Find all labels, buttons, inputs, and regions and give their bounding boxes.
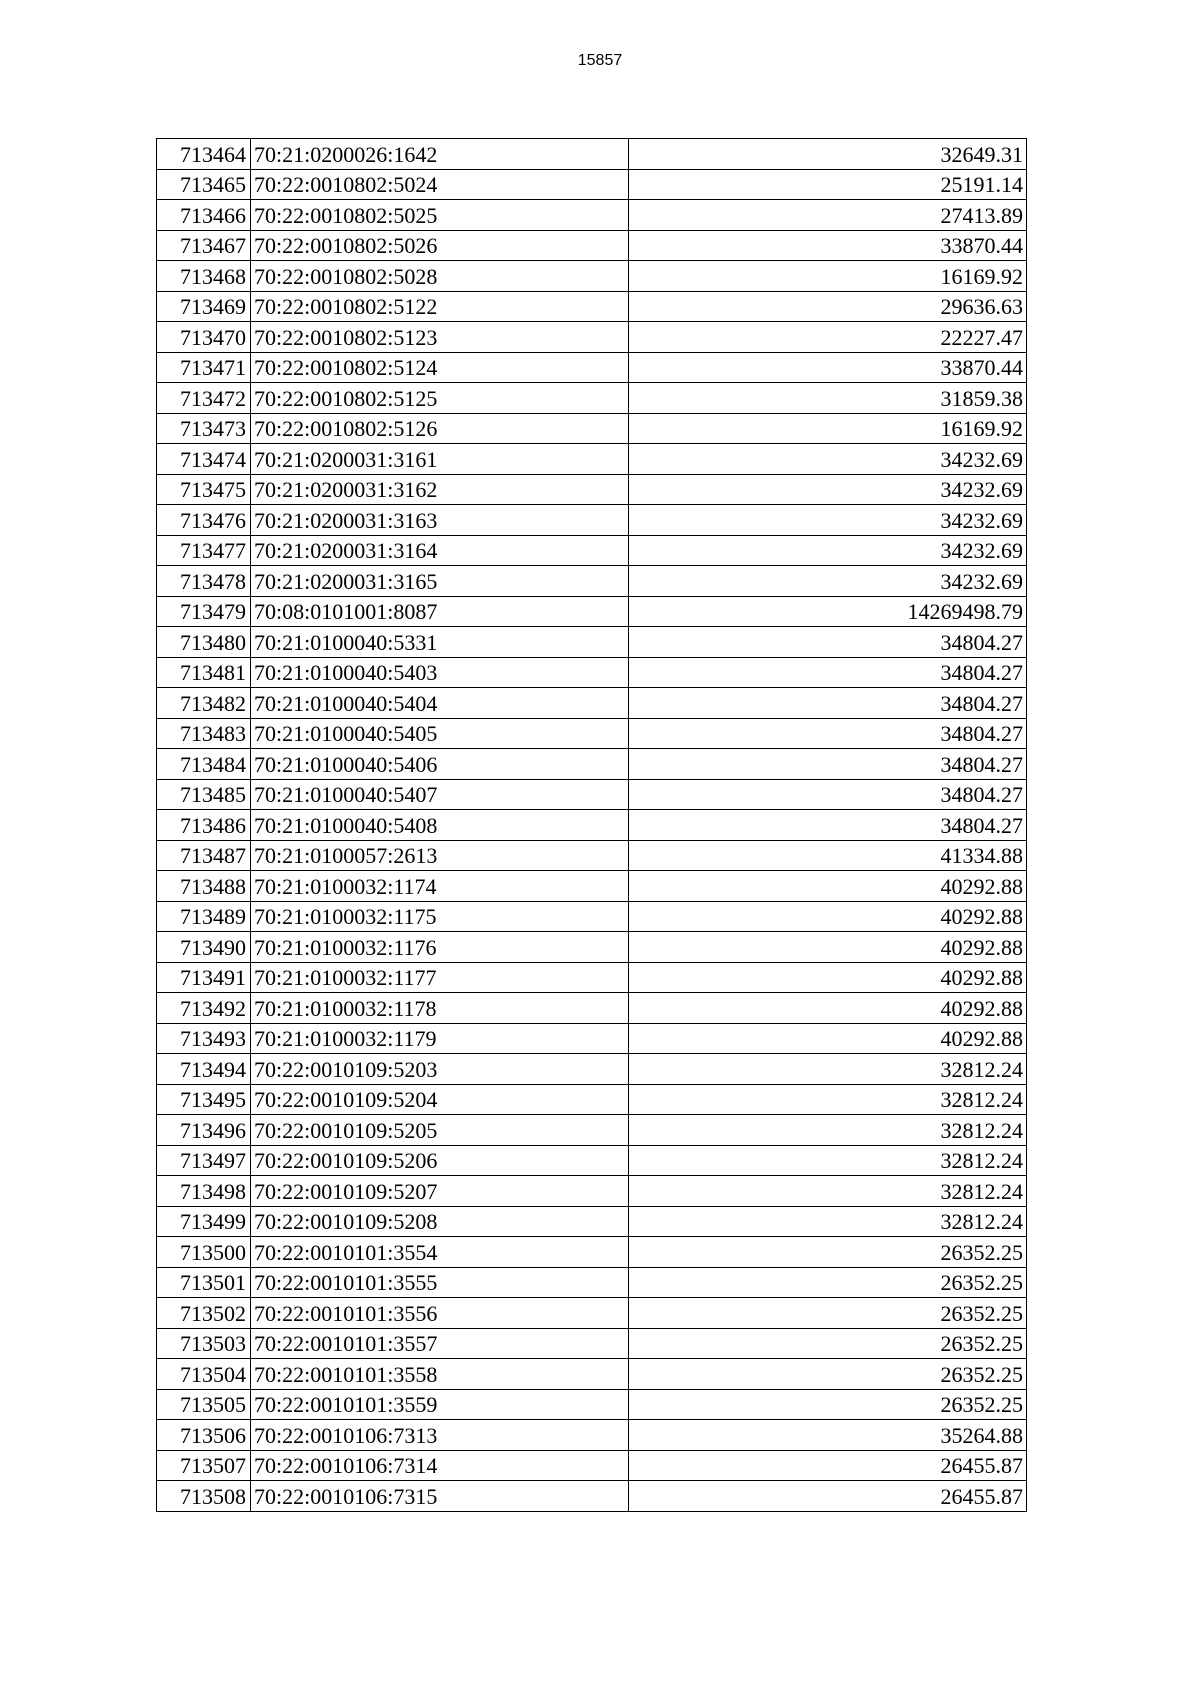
table-row [157, 627, 1027, 658]
value-cell: 34232.69 [629, 474, 1027, 505]
table-row [157, 596, 1027, 627]
row-id-cell: 713496 [157, 1115, 251, 1146]
table-row [157, 383, 1027, 414]
table-row [157, 1145, 1027, 1176]
row-id-cell: 713486 [157, 810, 251, 841]
table-row [157, 1267, 1027, 1298]
value-cell: 34804.27 [629, 627, 1027, 658]
value-cell: 34232.69 [629, 505, 1027, 536]
cadastral-number-cell: 70:21:0100040:5405 [251, 718, 629, 749]
page-number: 15857 [577, 52, 623, 69]
cadastral-number-cell: 70:22:0010101:3559 [251, 1389, 629, 1420]
row-id-cell: 713476 [157, 505, 251, 536]
row-id-cell: 713494 [157, 1054, 251, 1085]
row-id-cell: 713464 [157, 139, 251, 170]
value-cell: 29636.63 [629, 291, 1027, 322]
row-id-cell: 713491 [157, 962, 251, 993]
table-row [157, 1328, 1027, 1359]
value-cell: 26352.25 [629, 1298, 1027, 1329]
row-id-cell: 713498 [157, 1176, 251, 1207]
value-cell: 22227.47 [629, 322, 1027, 353]
row-id-cell: 713488 [157, 871, 251, 902]
cadastral-number-cell: 70:22:0010109:5206 [251, 1145, 629, 1176]
row-id-cell: 713505 [157, 1389, 251, 1420]
cadastral-number-cell: 70:21:0100032:1175 [251, 901, 629, 932]
value-cell: 26455.87 [629, 1450, 1027, 1481]
row-id-cell: 713497 [157, 1145, 251, 1176]
row-id-cell: 713472 [157, 383, 251, 414]
value-cell: 16169.92 [629, 413, 1027, 444]
table-row [157, 993, 1027, 1024]
row-id-cell: 713490 [157, 932, 251, 963]
cadastral-number-cell: 70:22:0010802:5122 [251, 291, 629, 322]
row-id-cell: 713487 [157, 840, 251, 871]
cadastral-number-cell: 70:22:0010109:5208 [251, 1206, 629, 1237]
cadastral-number-cell: 70:21:0200031:3165 [251, 566, 629, 597]
cadastral-number-cell: 70:21:0200026:1642 [251, 139, 629, 170]
value-cell: 32812.24 [629, 1145, 1027, 1176]
value-cell: 32812.24 [629, 1206, 1027, 1237]
cadastral-number-cell: 70:21:0100057:2613 [251, 840, 629, 871]
cadastral-number-cell: 70:22:0010106:7314 [251, 1450, 629, 1481]
row-id-cell: 713465 [157, 169, 251, 200]
table-row [157, 840, 1027, 871]
table-row [157, 688, 1027, 719]
cadastral-value-table [156, 138, 1027, 1512]
value-cell: 26352.25 [629, 1237, 1027, 1268]
value-cell: 41334.88 [629, 840, 1027, 871]
value-cell: 40292.88 [629, 993, 1027, 1024]
cadastral-number-cell: 70:21:0100040:5403 [251, 657, 629, 688]
value-cell: 32812.24 [629, 1176, 1027, 1207]
table-row [157, 291, 1027, 322]
cadastral-number-cell: 70:22:0010802:5123 [251, 322, 629, 353]
cadastral-number-cell: 70:21:0200031:3163 [251, 505, 629, 536]
table-row [157, 1176, 1027, 1207]
row-id-cell: 713469 [157, 291, 251, 322]
table-row [157, 718, 1027, 749]
row-id-cell: 713467 [157, 230, 251, 261]
row-id-cell: 713493 [157, 1023, 251, 1054]
row-id-cell: 713506 [157, 1420, 251, 1451]
row-id-cell: 713479 [157, 596, 251, 627]
table-row [157, 1084, 1027, 1115]
row-id-cell: 713466 [157, 200, 251, 231]
cadastral-number-cell: 70:21:0200031:3162 [251, 474, 629, 505]
cadastral-number-cell: 70:22:0010802:5125 [251, 383, 629, 414]
table-row [157, 1298, 1027, 1329]
table-row [157, 1389, 1027, 1420]
cadastral-number-cell: 70:22:0010802:5028 [251, 261, 629, 292]
value-cell: 34804.27 [629, 688, 1027, 719]
cadastral-number-cell: 70:22:0010109:5203 [251, 1054, 629, 1085]
row-id-cell: 713481 [157, 657, 251, 688]
cadastral-number-cell: 70:22:0010802:5126 [251, 413, 629, 444]
row-id-cell: 713485 [157, 779, 251, 810]
table-row [157, 1420, 1027, 1451]
cadastral-number-cell: 70:21:0100032:1174 [251, 871, 629, 902]
row-id-cell: 713473 [157, 413, 251, 444]
cadastral-number-cell: 70:22:0010101:3558 [251, 1359, 629, 1390]
table-row [157, 871, 1027, 902]
table-row [157, 474, 1027, 505]
value-cell: 40292.88 [629, 901, 1027, 932]
cadastral-number-cell: 70:22:0010802:5024 [251, 169, 629, 200]
cadastral-number-cell: 70:22:0010101:3554 [251, 1237, 629, 1268]
table-row [157, 352, 1027, 383]
value-cell: 26352.25 [629, 1267, 1027, 1298]
cadastral-number-cell: 70:22:0010106:7313 [251, 1420, 629, 1451]
row-id-cell: 713471 [157, 352, 251, 383]
value-cell: 16169.92 [629, 261, 1027, 292]
row-id-cell: 713492 [157, 993, 251, 1024]
cadastral-number-cell: 70:21:0100032:1176 [251, 932, 629, 963]
row-id-cell: 713477 [157, 535, 251, 566]
row-id-cell: 713508 [157, 1481, 251, 1512]
table-row [157, 444, 1027, 475]
table-row [157, 230, 1027, 261]
value-cell: 40292.88 [629, 1023, 1027, 1054]
value-cell: 35264.88 [629, 1420, 1027, 1451]
table-row [157, 261, 1027, 292]
table-row [157, 505, 1027, 536]
cadastral-number-cell: 70:21:0200031:3161 [251, 444, 629, 475]
cadastral-number-cell: 70:22:0010101:3555 [251, 1267, 629, 1298]
table-row [157, 932, 1027, 963]
cadastral-number-cell: 70:22:0010101:3557 [251, 1328, 629, 1359]
value-cell: 40292.88 [629, 871, 1027, 902]
row-id-cell: 713474 [157, 444, 251, 475]
table-row [157, 1237, 1027, 1268]
table-row [157, 779, 1027, 810]
row-id-cell: 713495 [157, 1084, 251, 1115]
table-row [157, 413, 1027, 444]
value-cell: 33870.44 [629, 352, 1027, 383]
table-row [157, 139, 1027, 170]
table-row [157, 1054, 1027, 1085]
value-cell: 40292.88 [629, 932, 1027, 963]
row-id-cell: 713475 [157, 474, 251, 505]
row-id-cell: 713499 [157, 1206, 251, 1237]
table-row [157, 1115, 1027, 1146]
table-row [157, 1206, 1027, 1237]
table-row [157, 901, 1027, 932]
cadastral-number-cell: 70:22:0010802:5026 [251, 230, 629, 261]
row-id-cell: 713478 [157, 566, 251, 597]
row-id-cell: 713468 [157, 261, 251, 292]
cadastral-number-cell: 70:21:0100040:5407 [251, 779, 629, 810]
table-row [157, 200, 1027, 231]
cadastral-number-cell: 70:22:0010802:5025 [251, 200, 629, 231]
table-row [157, 1359, 1027, 1390]
table-row [157, 962, 1027, 993]
table-row [157, 322, 1027, 353]
table-row [157, 749, 1027, 780]
value-cell: 32812.24 [629, 1115, 1027, 1146]
cadastral-number-cell: 70:22:0010802:5124 [251, 352, 629, 383]
value-cell: 25191.14 [629, 169, 1027, 200]
row-id-cell: 713507 [157, 1450, 251, 1481]
cadastral-number-cell: 70:21:0100040:5408 [251, 810, 629, 841]
row-id-cell: 713501 [157, 1267, 251, 1298]
row-id-cell: 713480 [157, 627, 251, 658]
value-cell: 32812.24 [629, 1054, 1027, 1085]
table-row [157, 657, 1027, 688]
value-cell: 34804.27 [629, 657, 1027, 688]
row-id-cell: 713482 [157, 688, 251, 719]
value-cell: 26352.25 [629, 1389, 1027, 1420]
cadastral-number-cell: 70:08:0101001:8087 [251, 596, 629, 627]
value-cell: 26352.25 [629, 1359, 1027, 1390]
cadastral-number-cell: 70:21:0100040:5331 [251, 627, 629, 658]
value-cell: 32812.24 [629, 1084, 1027, 1115]
cadastral-number-cell: 70:22:0010109:5205 [251, 1115, 629, 1146]
cadastral-number-cell: 70:21:0100032:1178 [251, 993, 629, 1024]
table-body [157, 139, 1027, 1512]
value-cell: 34804.27 [629, 718, 1027, 749]
value-cell: 26352.25 [629, 1328, 1027, 1359]
row-id-cell: 713470 [157, 322, 251, 353]
value-cell: 31859.38 [629, 383, 1027, 414]
value-cell: 32649.31 [629, 139, 1027, 170]
table-row [157, 169, 1027, 200]
row-id-cell: 713504 [157, 1359, 251, 1390]
value-cell: 34232.69 [629, 566, 1027, 597]
value-cell: 34804.27 [629, 749, 1027, 780]
table-row [157, 1450, 1027, 1481]
row-id-cell: 713500 [157, 1237, 251, 1268]
row-id-cell: 713489 [157, 901, 251, 932]
value-cell: 33870.44 [629, 230, 1027, 261]
cadastral-number-cell: 70:22:0010101:3556 [251, 1298, 629, 1329]
cadastral-number-cell: 70:21:0100032:1177 [251, 962, 629, 993]
table-row [157, 535, 1027, 566]
table-row [157, 1023, 1027, 1054]
cadastral-number-cell: 70:22:0010109:5207 [251, 1176, 629, 1207]
cadastral-number-cell: 70:21:0100040:5404 [251, 688, 629, 719]
row-id-cell: 713483 [157, 718, 251, 749]
cadastral-number-cell: 70:21:0100040:5406 [251, 749, 629, 780]
cadastral-number-cell: 70:22:0010109:5204 [251, 1084, 629, 1115]
value-cell: 34232.69 [629, 535, 1027, 566]
table-row [157, 810, 1027, 841]
row-id-cell: 713503 [157, 1328, 251, 1359]
cadastral-number-cell: 70:21:0100032:1179 [251, 1023, 629, 1054]
value-cell: 34804.27 [629, 779, 1027, 810]
value-cell: 26455.87 [629, 1481, 1027, 1512]
value-cell: 27413.89 [629, 200, 1027, 231]
value-cell: 34804.27 [629, 810, 1027, 841]
row-id-cell: 713502 [157, 1298, 251, 1329]
value-cell: 40292.88 [629, 962, 1027, 993]
table-row [157, 566, 1027, 597]
value-cell: 14269498.79 [629, 596, 1027, 627]
table-row [157, 1481, 1027, 1512]
value-cell: 34232.69 [629, 444, 1027, 475]
cadastral-number-cell: 70:22:0010106:7315 [251, 1481, 629, 1512]
cadastral-number-cell: 70:21:0200031:3164 [251, 535, 629, 566]
row-id-cell: 713484 [157, 749, 251, 780]
